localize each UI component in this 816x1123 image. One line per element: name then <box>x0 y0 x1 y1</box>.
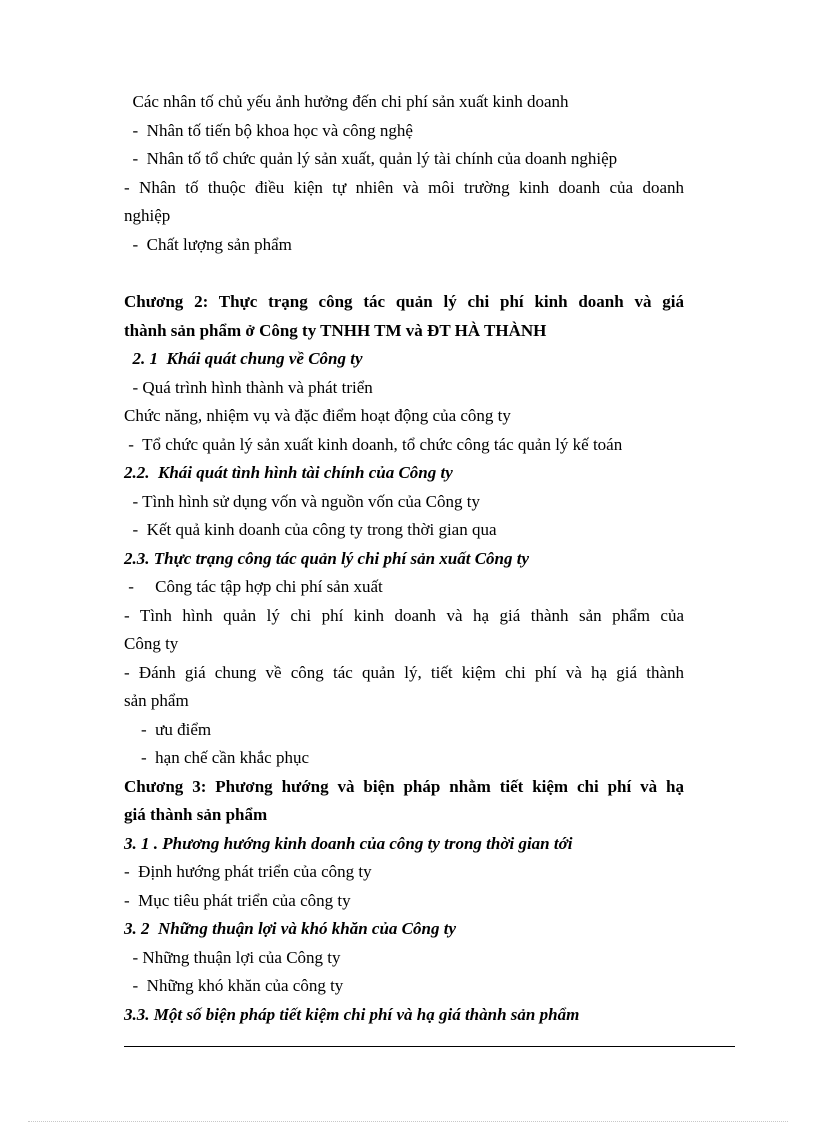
list-item-development-goals: - Mục tiêu phát triển của công ty <box>124 891 351 910</box>
list-item-capital-usage: - Tình hình sử dụng vốn và nguồn vốn của Công ty <box>124 492 480 511</box>
chapter-3-heading: Chương 3: Phương hướng và biện pháp nhằm tiết kiệm chi phí và hạ <box>124 777 684 796</box>
footer-rule <box>124 1046 735 1047</box>
list-item-product-quality: - Chất lượng sản phẩm <box>124 235 292 254</box>
section-3-2-heading: 3. 2 Những thuận lợi và khó khăn của Công ty <box>124 919 456 938</box>
paragraph-functions-tasks: Chức năng, nhiệm vụ và đặc điểm hoạt động của công ty <box>124 406 511 425</box>
list-item-organization-management: - Nhân tố tổ chức quản lý sản xuất, quản lý tài chính của doanh nghiệp <box>124 149 618 168</box>
chapter-2-heading: Chương 2: Thực trạng công tác quản lý chi phí kinh doanh và giá <box>124 292 684 311</box>
section-2-1-heading: 2. 1 Khái quát chung về Công ty <box>124 349 363 368</box>
section-2-2-heading: 2.2. Khái quát tình hình tài chính của Công ty <box>124 463 453 482</box>
chapter-2-heading-cont: thành sản phẩm ở Công ty TNHH TM và ĐT HÀ THÀNH <box>124 321 547 340</box>
list-item-difficulties-company: - Những khó khăn của công ty <box>124 976 344 995</box>
section-2-3-heading: 2.3. Thực trạng công tác quản lý chi phí sản xuất Công ty <box>124 549 530 568</box>
section-3-3-heading: 3.3. Một số biện pháp tiết kiệm chi phí và hạ giá thành sản phẩm <box>124 1005 580 1024</box>
list-item-business-organization: - Tổ chức quản lý sản xuất kinh doanh, tổ chức công tác quản lý kế toán <box>124 435 623 454</box>
list-item-natural-conditions: - Nhân tố thuộc điều kiện tự nhiên và môi trường kinh doanh của doanh <box>124 178 684 197</box>
section-3-1-heading: 3. 1 . Phương hướng kinh doanh của công ty trong thời gian tới <box>124 834 573 853</box>
list-item-limitations: - hạn chế cần khắc phục <box>124 748 310 767</box>
list-item-advantages: - ưu điểm <box>124 720 212 739</box>
paragraph-factors-heading: Các nhân tố chủ yếu ảnh hưởng đến chi phí sản xuất kinh doanh <box>124 92 569 111</box>
list-item-general-assessment-cont: sản phẩm <box>124 691 189 710</box>
list-item-cost-management: - Tình hình quản lý chi phí kinh doanh và hạ giá thành sản phẩm của <box>124 606 684 625</box>
page-bottom-border <box>28 1121 788 1122</box>
list-item-science-technology: - Nhân tố tiến bộ khoa học và công nghệ <box>124 121 413 140</box>
list-item-business-results: - Kết quả kinh doanh của công ty trong thời gian qua <box>124 520 497 539</box>
list-item-formation-history: - Quá trình hình thành và phát triển <box>124 378 373 397</box>
chapter-3-heading-cont: giá thành sản phẩm <box>124 805 268 824</box>
list-item-cost-management-cont: Công ty <box>124 634 179 653</box>
list-item-advantages-company: - Những thuận lợi của Công ty <box>124 948 341 967</box>
list-item-general-assessment: - Đánh giá chung về công tác quản lý, tiết kiệm chi phí và hạ giá thành <box>124 663 684 682</box>
list-item-development-orientation: - Định hướng phát triển của công ty <box>124 862 372 881</box>
list-item-cost-aggregation: - Công tác tập hợp chi phí sản xuất <box>124 577 383 596</box>
list-item-natural-conditions-cont: nghiệp <box>124 206 171 225</box>
